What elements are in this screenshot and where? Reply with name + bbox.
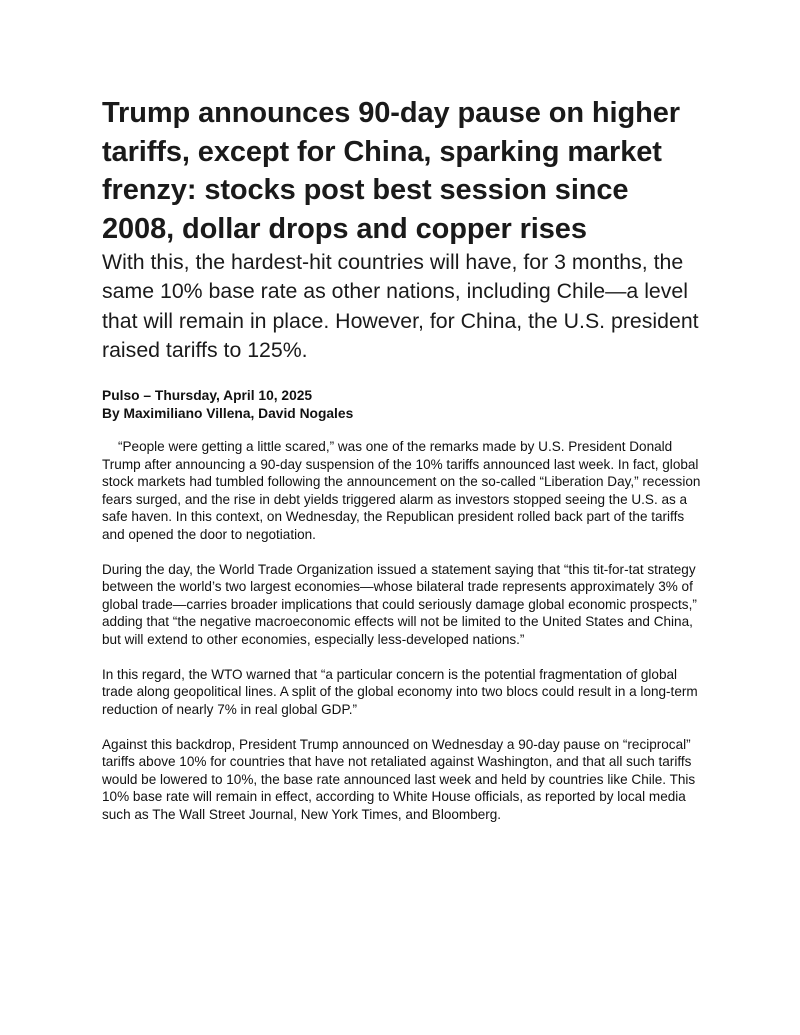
article-authors: By Maximiliano Villena, David Nogales [102, 405, 354, 421]
article-subheadline: With this, the hardest-hit countries will have, for 3 months, the same 10% base rate as other nations, including Chile—a level that will remain in place. However, for China, the U.S. president raised tariffs to 125%. [102, 250, 699, 362]
article-paragraph: “People were getting a little scared,” was one of the remarks made by U.S. President Donald Trump after announcing a 90-day suspension of the 10% tariffs announced last week. In fact, global stock markets had tumbled following the announcement on the so-called “Liberation Day,” recession fears surged, and the rise in debt yields triggered alarm as investors stopped seeing the U.S. as a safe haven. In this context, on Wednesday, the Republican president rolled back part of the tariffs and opened the door to negotiation. [102, 439, 701, 542]
article-byline [102, 387, 706, 422]
article-dateline: Pulso – Thursday, April 10, 2025 [102, 388, 313, 404]
article-paragraph: During the day, the World Trade Organization issued a statement saying that “this tit-for-tat strategy between the world’s two largest economies—whose bilateral trade represents approximately 3% of global trade—carries broader implications that could seriously damage global economic prospects,” adding that “the negative macroeconomic effects will not be limited to the United States and China, but will extend to other economies, especially less-developed nations.” [102, 561, 697, 647]
article-paragraph: Against this backdrop, President Trump announced on Wednesday a 90-day pause on “reciprocal” tariffs above 10% for countries that have not retaliated against Washington, and that all such tariffs would be lowered to 10%, the base rate announced last week and held by countries like Chile. This 10% base rate will remain in effect, according to White House officials, as reported by local media such as The Wall Street Journal, New York Times, and Bloomberg. [102, 736, 696, 822]
article-headline: Trump announces 90-day pause on higher tariffs, except for China, sparking market frenzy: stocks post best session since 2008, dollar drops and copper rises [102, 97, 680, 245]
article-paragraph: In this regard, the WTO warned that “a particular concern is the potential fragmentation of global trade along geopolitical lines. A split of the global economy into two blocs could result in a long-term reduction of nearly 7% in real global GDP.” [102, 666, 698, 717]
article-body [102, 438, 706, 823]
